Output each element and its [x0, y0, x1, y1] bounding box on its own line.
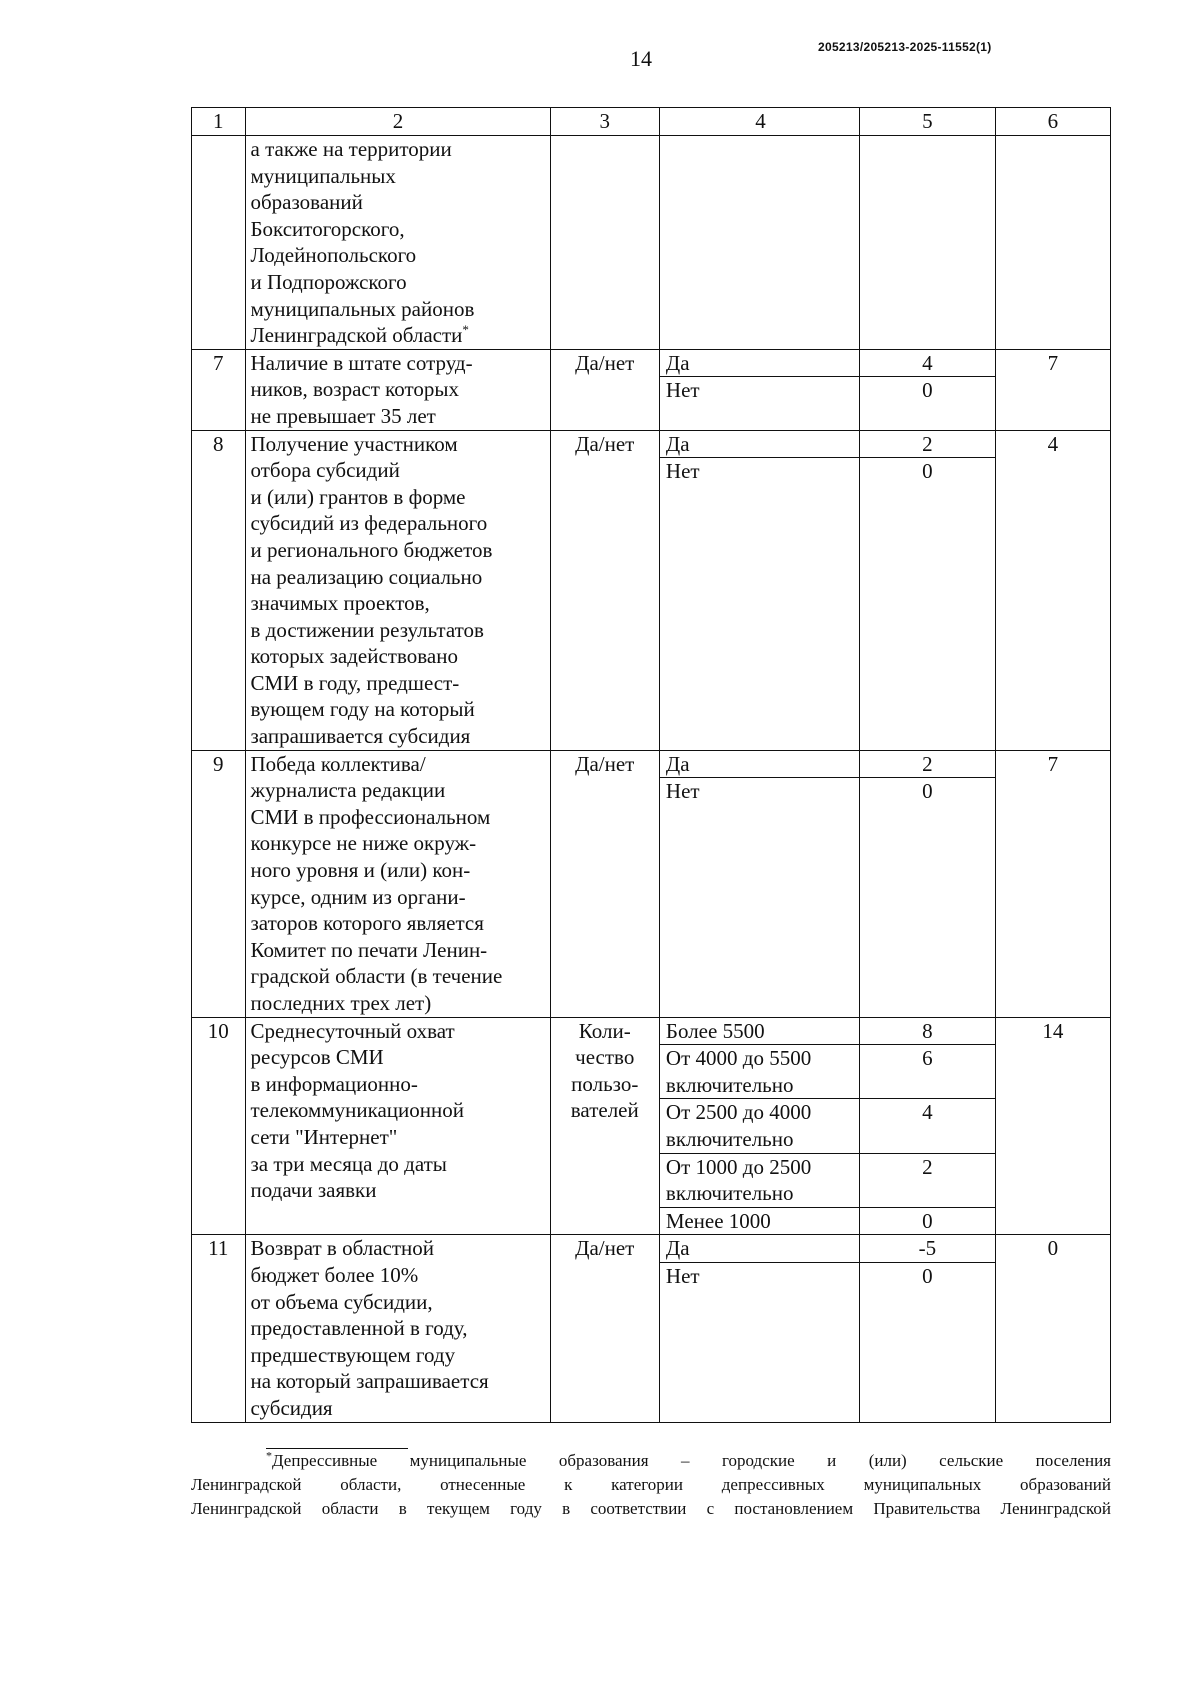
option-label: От 1000 до 2500 включительно	[659, 1153, 859, 1207]
continuation-text: а также на территории муниципальных образований Бокситогорского, Лодейнопольского и Подпорожского муниципальных районов Ленинградской области*	[245, 136, 550, 350]
option-score: 8	[860, 1017, 996, 1045]
max-weight: 7	[995, 750, 1110, 1017]
footnote: *Депрессивные муниципальные образования – городские и (или) сельские поселения Ленинградской области, отнесенные к категории депрессивных муниципальных образований Ленинградской области в текущем году в соответствии с постановлением Правительства Ленинградской	[191, 1448, 1111, 1518]
criterion-row	[192, 430, 1111, 458]
footnote-mark: *	[266, 1448, 272, 1463]
row-number: 9	[192, 750, 246, 1017]
option-score: 2	[860, 1153, 996, 1207]
option-score: 4	[860, 349, 996, 377]
option-score: 2	[860, 430, 996, 458]
column-number: 2	[245, 108, 550, 136]
option-label: Нет	[659, 778, 859, 1017]
option-label: От 4000 до 5500 включительно	[659, 1045, 859, 1099]
footnote-mark: *	[462, 322, 469, 338]
criterion-text: Возврат в областной бюджет более 10% от объема субсидии, предоставленной в году, предшествующем году на который запрашивается субсидия	[245, 1235, 550, 1422]
option-score: 0	[860, 1262, 996, 1422]
criterion-row	[192, 750, 1111, 778]
max-weight: 14	[995, 1017, 1110, 1235]
option-score: 2	[860, 750, 996, 778]
criterion-text: Наличие в штате сотруд- ников, возраст которых не превышает 35 лет	[245, 349, 550, 430]
unit-cell: Да/нет	[550, 430, 659, 750]
option-score: 4	[860, 1099, 996, 1153]
option-score: 0	[860, 377, 996, 430]
row-number: 7	[192, 349, 246, 430]
option-label: От 2500 до 4000 включительно	[659, 1099, 859, 1153]
max-weight: 7	[995, 349, 1110, 430]
option-label: Нет	[659, 377, 859, 430]
column-number: 3	[550, 108, 659, 136]
unit-cell: Да/нет	[550, 1235, 659, 1422]
option-score: 0	[860, 458, 996, 751]
criteria-table	[191, 107, 1111, 1423]
option-label: Да	[659, 430, 859, 458]
option-score: 0	[860, 778, 996, 1017]
row-number: 10	[192, 1017, 246, 1235]
criterion-row	[192, 1017, 1111, 1045]
option-label: Нет	[659, 458, 859, 751]
document-id: 205213/205213-2025-11552(1)	[818, 40, 992, 54]
column-number-row	[192, 108, 1111, 136]
option-score: -5	[860, 1235, 996, 1263]
row-number: 8	[192, 430, 246, 750]
option-label: Да	[659, 349, 859, 377]
criterion-row	[192, 1235, 1111, 1263]
row-number: 11	[192, 1235, 246, 1422]
criterion-text: Среднесуточный охват ресурсов СМИ в информационно- телекоммуникационной сети "Интернет" за три месяца до даты подачи заявки	[245, 1017, 550, 1235]
criterion-row	[192, 349, 1111, 377]
continuation-row	[192, 136, 1111, 350]
option-score: 6	[860, 1045, 996, 1099]
max-weight: 0	[995, 1235, 1110, 1422]
column-number: 6	[995, 108, 1110, 136]
max-weight: 4	[995, 430, 1110, 750]
unit-cell: Да/нет	[550, 750, 659, 1017]
column-number: 1	[192, 108, 246, 136]
page-number: 14	[630, 46, 652, 71]
option-label: Нет	[659, 1262, 859, 1422]
option-label: Да	[659, 1235, 859, 1263]
column-number: 5	[860, 108, 996, 136]
option-label: Более 5500	[659, 1017, 859, 1045]
column-number: 4	[659, 108, 859, 136]
unit-cell: Коли- чество пользо- вателей	[550, 1017, 659, 1235]
criterion-text: Победа коллектива/ журналиста редакции СМИ в профессиональном конкурсе не ниже окруж- ного уровня и (или) кон- курсе, одним из органи- заторов которого является Комитет по печати Ленин- градской области (в течение последних трех лет)	[245, 750, 550, 1017]
criterion-text: Получение участником отбора субсидий и (или) грантов в форме субсидий из федерального и регионального бюджетов на реализацию социально значимых проектов, в достижении результатов которых задействовано СМИ в году, предшест- вующем году на который запрашивается субсидия	[245, 430, 550, 750]
unit-cell: Да/нет	[550, 349, 659, 430]
option-label: Да	[659, 750, 859, 778]
option-label: Менее 1000	[659, 1207, 859, 1235]
option-score: 0	[860, 1207, 996, 1235]
